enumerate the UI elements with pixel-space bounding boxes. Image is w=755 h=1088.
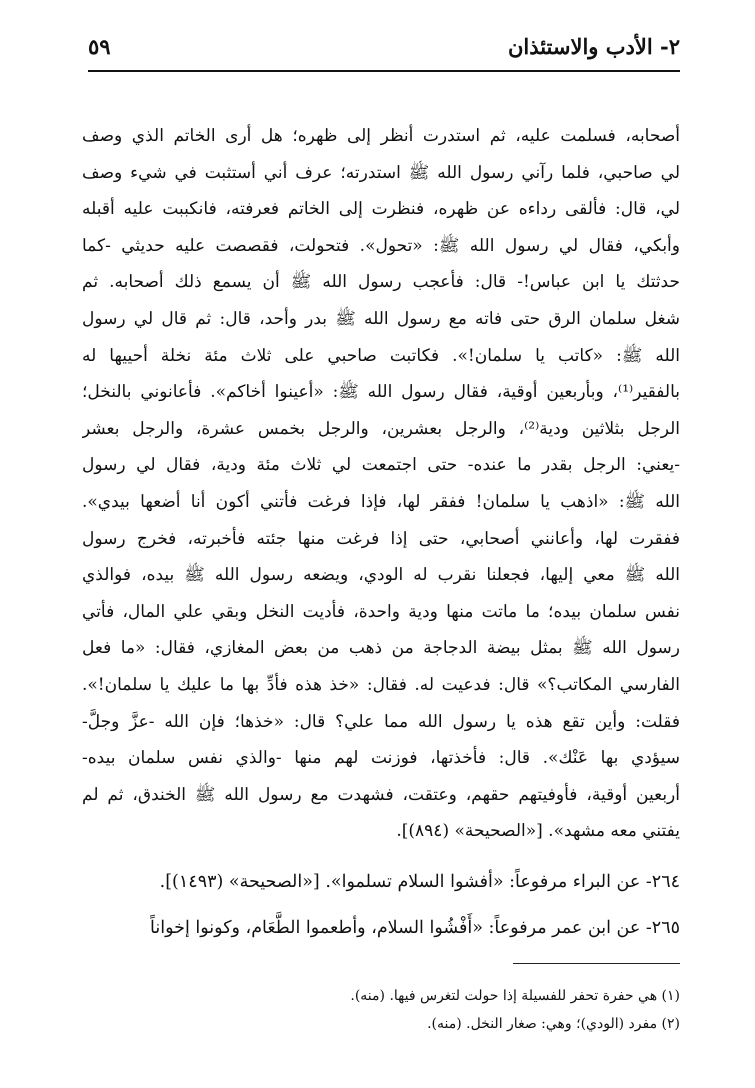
hadith-265: ٢٦٥- عن ابن عمر مرفوعاً: «أَفْشُوا السلام، وأطعموا الطَّعَام، وكونوا إخواناً <box>150 918 680 938</box>
chapter-title: ٢- الأدب والاستئذان <box>507 34 680 59</box>
text-line: ففقرت لها، وأعانني أصحابي، حتى إذا فرغت منها جئته فأخبرته، فخرج رسول <box>82 528 680 549</box>
header-rule <box>88 70 680 72</box>
text-line: أربعين أوقية، فأوفيتهم حقهم، وعتقت، فشهدت مع رسول الله ﷺ الخندق، ثم لم <box>82 784 680 805</box>
text-line: وأبكي، فقال لي رسول الله ﷺ: «تحول». فتحولت، فقصصت عليه حديثي -كما <box>82 235 680 256</box>
text-line: الرجل بثلاثين ودية⁽²⁾، والرجل بعشرين، والرجل بخمس عشرة، والرجل بعشر <box>82 418 680 439</box>
text-line: الله ﷺ معي إليها، فجعلنا نقرب له الودي، ويضعه رسول الله ﷺ بيده، فوالذي <box>82 565 680 586</box>
hadith-264: ٢٦٤- عن البراء مرفوعاً: «أفشوا السلام تسلموا». [«الصحيحة» (١٤٩٣)]. <box>159 872 680 892</box>
text-line: لي صاحبي، فلما رآني رسول الله ﷺ استدرته؛ عرف أني أستثبت في شيء وصف <box>82 162 680 183</box>
main-text <box>82 118 680 850</box>
text-line: فقلت: وأين تقع هذه يا رسول الله مما علي؟ قال: «خذها؛ فإن الله -عزَّ وجلَّ- <box>82 711 680 732</box>
text-line: سيؤدي بها عَنْك». قال: فأخذتها، فوزنت لهم منها -والذي نفس سلمان بيده- <box>82 748 680 769</box>
footnote-1: (١) هي حفرة تحفر للفسيلة إذا حولت لتغرس فيها. (منه). <box>350 988 680 1004</box>
text-line: الله ﷺ: «كاتب يا سلمان!». فكاتبت صاحبي على ثلاث مئة نخلة أحييها له <box>82 345 680 366</box>
text-line: لي، قال: فألقى رداءه عن ظهره، فنظرت إلى الخاتم فعرفته، فانكببت عليه أقبله <box>82 199 680 220</box>
text-line: -يعني: الرجل بقدر ما عنده- حتى اجتمعت لي ثلاث مئة ودية، فقال لي رسول <box>82 455 680 476</box>
page-number: ٥٩ <box>88 34 111 59</box>
footnote-separator <box>513 963 680 964</box>
text-line: نفس سلمان بيده؛ ما ماتت منها ودية واحدة، فأديت النخل وبقي علي المال، فأتي <box>82 601 680 622</box>
text-line: شغل سلمان الرق حتى فاته مع رسول الله ﷺ بدر وأحد، قال: ثم قال لي رسول <box>82 308 680 329</box>
text-line: الله ﷺ: «اذهب يا سلمان! ففقر لها، فإذا فرغت فأتني أكون أنا أضعها بيدي». <box>82 491 680 512</box>
text-line: بالفقير⁽¹⁾، وبأربعين أوقية، فقال رسول الله ﷺ: «أعينوا أخاكم». فأعانوني بالنخل؛ <box>82 382 680 403</box>
text-line: الفارسي المكاتب؟» قال: فدعيت له. فقال: «خذ هذه فأدِّ بها ما عليك يا سلمان!». <box>82 674 680 695</box>
text-line: رسول الله ﷺ بمثل بيضة الدجاجة من ذهب من بعض المغازي، فقال: «ما فعل <box>82 638 680 659</box>
text-line: أصحابه، فسلمت عليه، ثم استدرت أنظر إلى ظهره؛ هل أرى الخاتم الذي وصف <box>82 126 680 146</box>
footnote-2: (٢) مفرد (الودي)؛ وهي: صغار النخل. (منه). <box>427 1016 680 1032</box>
text-line: يفتني معه مشهد». [«الصحيحة» (٨٩٤)]. <box>396 821 680 842</box>
text-line: حدثتك يا ابن عباس!- قال: فأعجب رسول الله ﷺ أن يسمع ذلك أصحابه. ثم <box>82 272 680 293</box>
page-header <box>88 32 680 72</box>
